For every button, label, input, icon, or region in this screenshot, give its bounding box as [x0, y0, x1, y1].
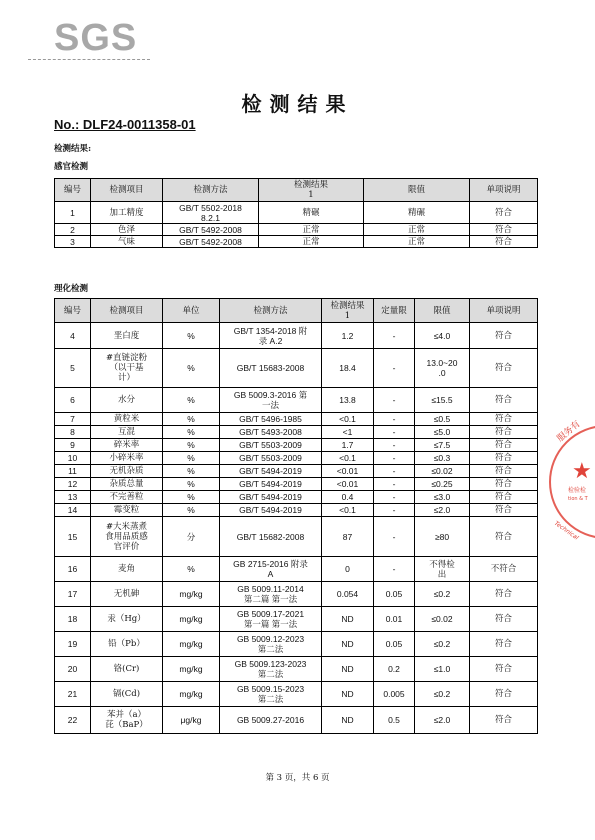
physchem-cell: -: [374, 413, 415, 426]
physchem-cell: ND: [322, 632, 374, 657]
physchem-cell: 1.7: [322, 439, 374, 452]
physchem-header-row: [55, 299, 538, 323]
physchem-heading: 理化检测: [54, 284, 89, 294]
physchem-cell: GB/T 15683-2008: [220, 349, 322, 388]
physchem-header-cell: 定量限: [374, 299, 415, 323]
physchem-cell: GB/T 5503-2009: [220, 439, 322, 452]
physchem-cell: -: [374, 465, 415, 478]
sensory-cell: 3: [55, 236, 91, 248]
stamp-line1: 服务有: [555, 419, 583, 445]
physchem-cell: 符合: [470, 426, 538, 439]
physchem-cell: 13.8: [322, 388, 374, 413]
physchem-cell: 符合: [470, 323, 538, 349]
physchem-cell: 符合: [470, 607, 538, 632]
page-footer: 第 3 页，共 6 页: [265, 773, 330, 783]
physchem-cell: 符合: [470, 504, 538, 517]
physchem-cell: 0.05: [374, 582, 415, 607]
physchem-cell: <1: [322, 426, 374, 439]
physchem-row: [55, 707, 538, 734]
physchem-cell: 15: [55, 517, 91, 557]
physchem-cell: <0.1: [322, 413, 374, 426]
physchem-row: [55, 465, 538, 478]
physchem-cell: %: [163, 413, 220, 426]
physchem-cell: 霉变粒: [91, 504, 163, 517]
physchem-cell: 14: [55, 504, 91, 517]
physchem-row: [55, 504, 538, 517]
sensory-header-cell: 单项说明: [470, 179, 538, 202]
sensory-cell: 色泽: [91, 224, 163, 236]
physchem-cell: %: [163, 349, 220, 388]
sensory-cell: 正常: [364, 236, 470, 248]
physchem-cell: 水分: [91, 388, 163, 413]
physchem-cell: 符合: [470, 632, 538, 657]
sensory-cell: GB/T 5492-2008: [163, 236, 259, 248]
physchem-cell: ≤0.02: [415, 607, 470, 632]
physchem-cell: mg/kg: [163, 682, 220, 707]
sensory-cell: 符合: [470, 224, 538, 236]
physchem-cell: GB/T 1354-2018 附 录 A.2: [220, 323, 322, 349]
physchem-cell: GB/T 5503-2009: [220, 452, 322, 465]
physchem-cell: -: [374, 388, 415, 413]
sensory-cell: 加工精度: [91, 202, 163, 224]
physchem-cell: -: [374, 323, 415, 349]
physchem-cell: %: [163, 504, 220, 517]
physchem-cell: GB 5009.15-2023 第二法: [220, 682, 322, 707]
physchem-cell: 符合: [470, 707, 538, 734]
physchem-cell: 0.05: [374, 632, 415, 657]
physchem-row: [55, 632, 538, 657]
physchem-cell: 汞（Hg）: [91, 607, 163, 632]
sensory-cell: GB/T 5502-2018 8.2.1: [163, 202, 259, 224]
sensory-cell: 符合: [470, 236, 538, 248]
physchem-cell: ≤15.5: [415, 388, 470, 413]
physchem-cell: 16: [55, 557, 91, 582]
stamp-star: ★: [572, 459, 592, 484]
physchem-cell: 18.4: [322, 349, 374, 388]
physchem-cell: 12: [55, 478, 91, 491]
physchem-row: [55, 388, 538, 413]
sensory-cell: 正常: [259, 224, 364, 236]
physchem-cell: 垩白度: [91, 323, 163, 349]
physchem-header-cell: 限值: [415, 299, 470, 323]
physchem-cell: <0.01: [322, 465, 374, 478]
physchem-cell: GB/T 5494-2019: [220, 478, 322, 491]
physchem-cell: 符合: [470, 452, 538, 465]
physchem-cell: ≤0.2: [415, 632, 470, 657]
stamp-line3: tion & T: [568, 496, 588, 502]
physchem-cell: %: [163, 452, 220, 465]
physchem-row: [55, 439, 538, 452]
physchem-cell: 0.2: [374, 657, 415, 682]
physchem-cell: 铅（Pb）: [91, 632, 163, 657]
physchem-cell: mg/kg: [163, 657, 220, 682]
physchem-cell: -: [374, 439, 415, 452]
physchem-cell: <0.1: [322, 452, 374, 465]
physchem-row: [55, 413, 538, 426]
physchem-cell: GB 5009.123-2023 第二法: [220, 657, 322, 682]
physchem-header-cell: 编号: [55, 299, 91, 323]
physchem-row: [55, 582, 538, 607]
physchem-row: [55, 657, 538, 682]
physchem-cell: 21: [55, 682, 91, 707]
physchem-cell: 不符合: [470, 557, 538, 582]
physchem-cell: 20: [55, 657, 91, 682]
stamp-line2: 检验检: [568, 487, 587, 494]
physchem-cell: 无机杂质: [91, 465, 163, 478]
physchem-cell: ≥80: [415, 517, 470, 557]
physchem-cell: 符合: [470, 413, 538, 426]
physchem-cell: 0.5: [374, 707, 415, 734]
physchem-cell: %: [163, 388, 220, 413]
physchem-header-cell: 检测方法: [220, 299, 322, 323]
physchem-cell: 4: [55, 323, 91, 349]
physchem-cell: 符合: [470, 478, 538, 491]
physchem-cell: 互混: [91, 426, 163, 439]
physchem-cell: mg/kg: [163, 607, 220, 632]
physchem-cell: ≤0.02: [415, 465, 470, 478]
physchem-cell: -: [374, 491, 415, 504]
physchem-cell: -: [374, 557, 415, 582]
physchem-table: [54, 298, 538, 734]
physchem-cell: -: [374, 452, 415, 465]
physchem-cell: 杂质总量: [91, 478, 163, 491]
physchem-cell: -: [374, 426, 415, 439]
physchem-cell: ≤0.2: [415, 682, 470, 707]
physchem-cell: GB/T 5494-2019: [220, 491, 322, 504]
physchem-cell: mg/kg: [163, 582, 220, 607]
physchem-cell: 1.2: [322, 323, 374, 349]
physchem-cell: 19: [55, 632, 91, 657]
physchem-cell: 麦角: [91, 557, 163, 582]
physchem-row: [55, 349, 538, 388]
physchem-cell: 6: [55, 388, 91, 413]
physchem-cell: GB 2715-2016 附录 A: [220, 557, 322, 582]
physchem-cell: 符合: [470, 349, 538, 388]
sensory-header-cell: 限值: [364, 179, 470, 202]
physchem-cell: -: [374, 504, 415, 517]
physchem-cell: 17: [55, 582, 91, 607]
physchem-cell: GB 5009.11-2014 第二篇 第一法: [220, 582, 322, 607]
physchem-cell: GB 5009.12-2023 第二法: [220, 632, 322, 657]
sensory-row: [55, 202, 538, 224]
physchem-cell: 符合: [470, 388, 538, 413]
physchem-cell: #大米蒸煮 食用品质感 官评价: [91, 517, 163, 557]
sensory-body: [55, 202, 538, 248]
physchem-cell: 符合: [470, 682, 538, 707]
official-seal-stamp: [548, 412, 595, 552]
sensory-row: [55, 224, 538, 236]
physchem-cell: 8: [55, 426, 91, 439]
physchem-cell: %: [163, 426, 220, 439]
physchem-row: [55, 323, 538, 349]
physchem-cell: 9: [55, 439, 91, 452]
physchem-body: [55, 323, 538, 734]
physchem-cell: ND: [322, 607, 374, 632]
physchem-cell: 87: [322, 517, 374, 557]
sensory-cell: 气味: [91, 236, 163, 248]
sensory-cell: 2: [55, 224, 91, 236]
physchem-cell: GB 5009.3-2016 第 一法: [220, 388, 322, 413]
physchem-cell: GB/T 5494-2019: [220, 465, 322, 478]
sgs-logo: [54, 18, 154, 62]
sensory-header-cell: 检测结果 1: [259, 179, 364, 202]
sensory-cell: 精碾: [364, 202, 470, 224]
physchem-cell: ≤0.2: [415, 582, 470, 607]
physchem-cell: 无机砷: [91, 582, 163, 607]
physchem-cell: 符合: [470, 517, 538, 557]
physchem-cell: 不完善粒: [91, 491, 163, 504]
physchem-cell: GB 5009.17-2021 第一篇 第一法: [220, 607, 322, 632]
physchem-cell: 22: [55, 707, 91, 734]
physchem-cell: ≤1.0: [415, 657, 470, 682]
physchem-row: [55, 682, 538, 707]
physchem-cell: 0: [322, 557, 374, 582]
page-title: 检测结果: [241, 92, 354, 116]
physchem-row: [55, 452, 538, 465]
physchem-header-cell: 单项说明: [470, 299, 538, 323]
physchem-cell: %: [163, 323, 220, 349]
physchem-cell: GB/T 5496-1985: [220, 413, 322, 426]
sensory-cell: 正常: [259, 236, 364, 248]
physchem-row: [55, 491, 538, 504]
sensory-header-cell: 检测项目: [91, 179, 163, 202]
physchem-cell: %: [163, 491, 220, 504]
physchem-cell: ≤0.25: [415, 478, 470, 491]
physchem-cell: 符合: [470, 439, 538, 452]
physchem-cell: ND: [322, 707, 374, 734]
physchem-cell: ≤0.5: [415, 413, 470, 426]
physchem-cell: 分: [163, 517, 220, 557]
physchem-cell: 5: [55, 349, 91, 388]
logo-divider: [28, 59, 150, 61]
physchem-cell: 小碎米率: [91, 452, 163, 465]
stamp-line4: Technical: [552, 519, 580, 542]
sensory-cell: 正常: [364, 224, 470, 236]
physchem-cell: <0.1: [322, 504, 374, 517]
physchem-cell: 13: [55, 491, 91, 504]
physchem-cell: ≤5.0: [415, 426, 470, 439]
physchem-cell: %: [163, 557, 220, 582]
logo-text: SGS: [54, 17, 138, 59]
sensory-header-row: [55, 179, 538, 202]
physchem-cell: 0.4: [322, 491, 374, 504]
physchem-cell: ≤7.5: [415, 439, 470, 452]
physchem-row: [55, 517, 538, 557]
physchem-cell: μg/kg: [163, 707, 220, 734]
report-number: No.: DLF24-0011358-01: [54, 117, 196, 132]
sensory-row: [55, 236, 538, 248]
physchem-cell: %: [163, 478, 220, 491]
physchem-row: [55, 426, 538, 439]
physchem-cell: 13.0~20 .0: [415, 349, 470, 388]
physchem-cell: #直链淀粉 （以干基 计）: [91, 349, 163, 388]
sensory-cell: 1: [55, 202, 91, 224]
physchem-cell: -: [374, 478, 415, 491]
physchem-cell: 符合: [470, 582, 538, 607]
physchem-cell: <0.01: [322, 478, 374, 491]
physchem-cell: ≤4.0: [415, 323, 470, 349]
physchem-cell: 镉(Cd): [91, 682, 163, 707]
physchem-cell: 苯并（a） 芘（BaP）: [91, 707, 163, 734]
physchem-cell: ≤3.0: [415, 491, 470, 504]
physchem-cell: GB/T 5494-2019: [220, 504, 322, 517]
physchem-header-cell: 检测结果 1: [322, 299, 374, 323]
physchem-cell: 0.01: [374, 607, 415, 632]
physchem-cell: -: [374, 517, 415, 557]
physchem-row: [55, 607, 538, 632]
physchem-cell: -: [374, 349, 415, 388]
physchem-cell: GB/T 15682-2008: [220, 517, 322, 557]
physchem-cell: 铬(Cr): [91, 657, 163, 682]
physchem-cell: ND: [322, 657, 374, 682]
physchem-cell: 黄粒米: [91, 413, 163, 426]
physchem-cell: 0.054: [322, 582, 374, 607]
physchem-cell: %: [163, 465, 220, 478]
physchem-header-cell: 单位: [163, 299, 220, 323]
results-heading: 检测结果:: [54, 144, 92, 154]
physchem-header-cell: 检测项目: [91, 299, 163, 323]
sensory-header-cell: 编号: [55, 179, 91, 202]
sensory-header-cell: 检测方法: [163, 179, 259, 202]
physchem-cell: GB/T 5493-2008: [220, 426, 322, 439]
physchem-row: [55, 478, 538, 491]
physchem-cell: %: [163, 439, 220, 452]
physchem-cell: 符合: [470, 491, 538, 504]
physchem-cell: 11: [55, 465, 91, 478]
physchem-cell: ≤2.0: [415, 504, 470, 517]
physchem-row: [55, 557, 538, 582]
sensory-cell: 精碾: [259, 202, 364, 224]
physchem-cell: GB 5009.27-2016: [220, 707, 322, 734]
physchem-cell: ≤0.3: [415, 452, 470, 465]
sensory-table: [54, 178, 538, 248]
physchem-cell: 碎米率: [91, 439, 163, 452]
physchem-cell: ND: [322, 682, 374, 707]
physchem-cell: 不得检 出: [415, 557, 470, 582]
physchem-cell: mg/kg: [163, 632, 220, 657]
physchem-cell: 18: [55, 607, 91, 632]
sensory-heading: 感官检测: [54, 162, 89, 172]
physchem-cell: 7: [55, 413, 91, 426]
physchem-cell: 符合: [470, 657, 538, 682]
physchem-cell: 10: [55, 452, 91, 465]
physchem-cell: 0.005: [374, 682, 415, 707]
physchem-cell: ≤2.0: [415, 707, 470, 734]
sensory-cell: 符合: [470, 202, 538, 224]
physchem-cell: 符合: [470, 465, 538, 478]
sensory-cell: GB/T 5492-2008: [163, 224, 259, 236]
